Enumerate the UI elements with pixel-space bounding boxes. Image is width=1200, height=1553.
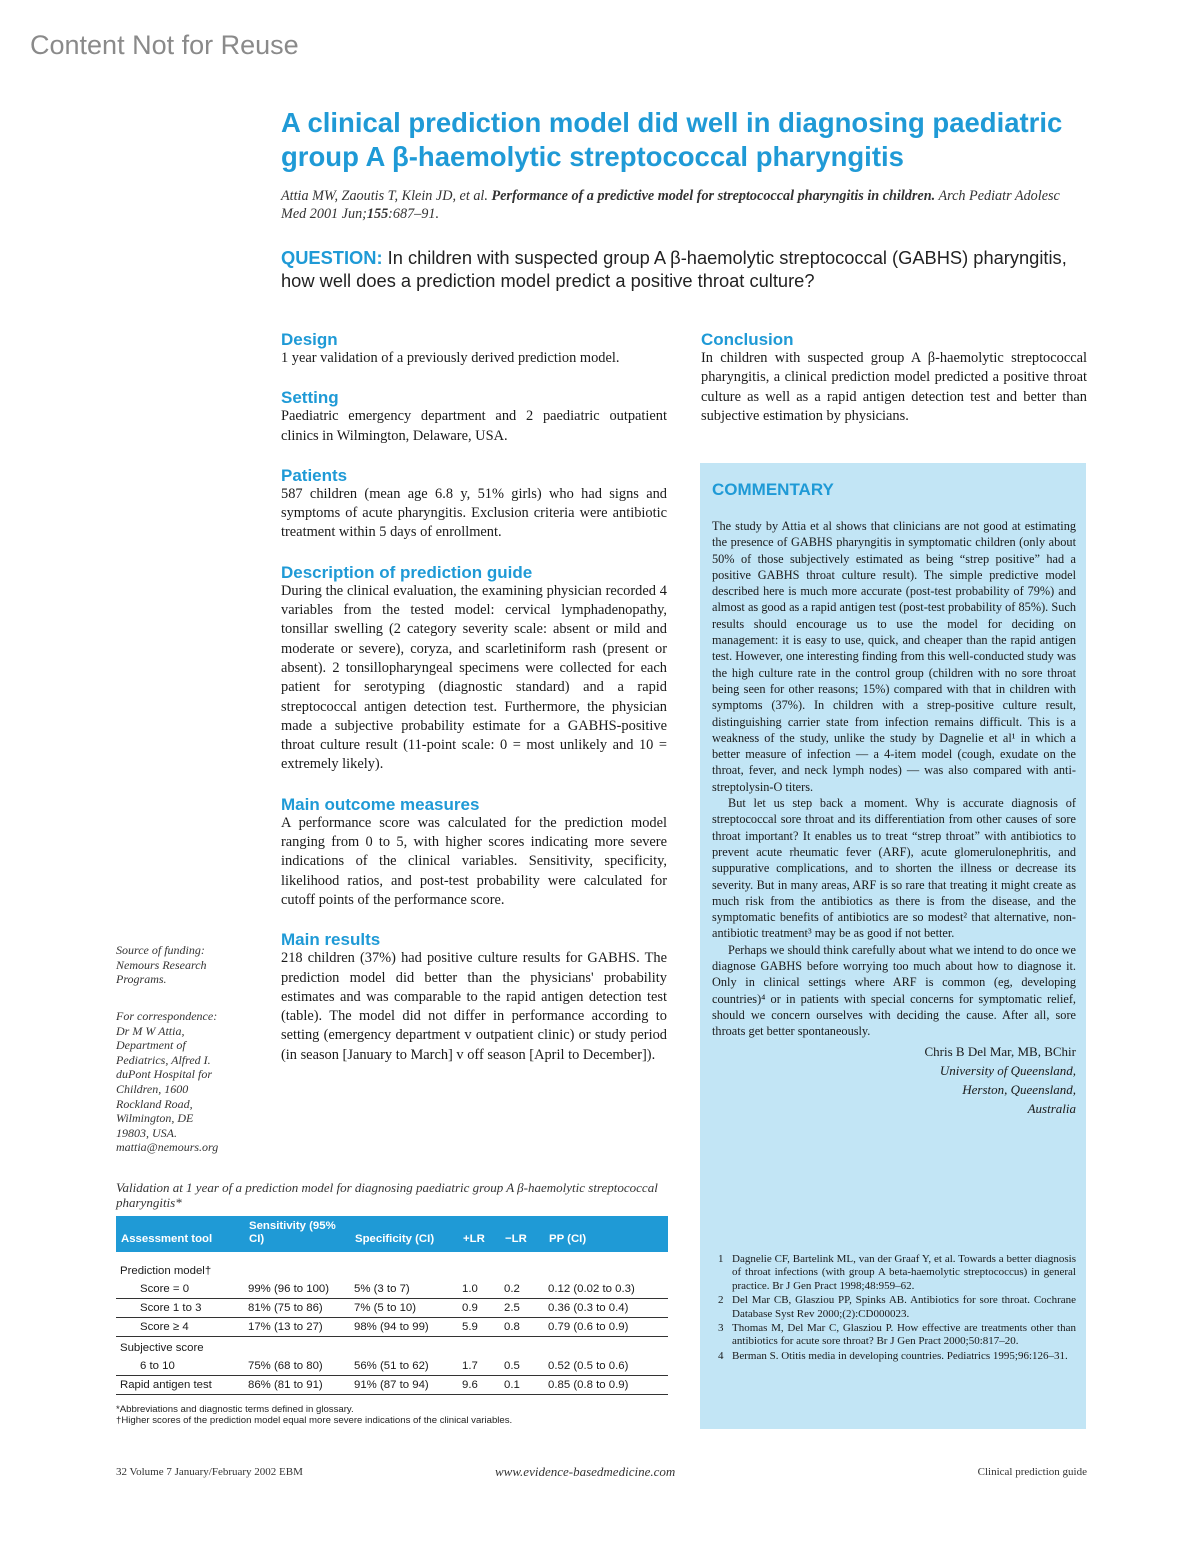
column-header: Specificity (CI) [350, 1216, 458, 1252]
correspondence-email: mattia@nemours.org [116, 1140, 219, 1155]
commentary-author-block [712, 1042, 1076, 1118]
table-cell: 17% (13 to 27) [244, 1318, 350, 1337]
table-footnote: †Higher scores of the prediction model equal more severe indications of the clinical variables. [116, 1415, 513, 1426]
correspondence-line: Department of [116, 1038, 186, 1053]
table-cell: Rapid antigen test [116, 1376, 244, 1395]
table-cell: 0.79 (0.6 to 0.9) [544, 1318, 668, 1337]
correspondence-line: For correspondence: [116, 1009, 218, 1023]
results-table [116, 1216, 668, 1395]
table-cell: 0.8 [500, 1318, 544, 1337]
commentary-affiliation: Herston, Queensland, [962, 1081, 1076, 1097]
reference-list [718, 1253, 1076, 1364]
table-row [116, 1299, 668, 1318]
commentary-box [700, 463, 1086, 1429]
table-group-row [116, 1252, 668, 1280]
table-group-row [116, 1337, 668, 1358]
column-header: Sensitivity (95% CI) [244, 1216, 350, 1252]
table-cell: 0.9 [458, 1299, 500, 1318]
table-group-label: Prediction model† [120, 1265, 212, 1277]
table-cell: 2.5 [500, 1299, 544, 1318]
footer-section-label: Clinical prediction guide [977, 1466, 1087, 1478]
correspondence-line: Dr M W Attia, [116, 1023, 185, 1038]
table-footnote: *Abbreviations and diagnostic terms defined in glossary. [116, 1404, 354, 1415]
table-cell: 98% (94 to 99) [350, 1318, 458, 1337]
table-cell: 1.7 [458, 1357, 500, 1376]
setting-heading: Setting [281, 388, 339, 408]
reference-item [718, 1322, 1076, 1349]
table-cell: 9.6 [458, 1376, 500, 1395]
citation-pages: :687–91. [388, 206, 440, 222]
citation-article-title: Performance of a predictive model for streptococcal pharyngitis in children. [491, 188, 936, 204]
table-cell: 75% (68 to 80) [244, 1357, 350, 1376]
question-text: In children with suspected group A β-haemolytic streptococcal (GABHS) pharyngitis, how well does a prediction model predict a positive throat culture? [281, 247, 1067, 291]
citation-authors: Attia MW, Zaoutis T, Klein JD, et al. [281, 188, 492, 204]
right-column [701, 330, 1087, 446]
table-row [116, 1376, 668, 1395]
table-cell: 0.85 (0.8 to 0.9) [544, 1376, 668, 1395]
reference-number: 2 [718, 1294, 724, 1307]
correspondence-line: duPont Hospital for [116, 1067, 213, 1082]
table-cell: 0.36 (0.3 to 0.4) [544, 1299, 668, 1318]
correspondence-line: Pediatrics, Alfred I. [116, 1052, 211, 1067]
correspondence-line: Wilmington, DE [116, 1111, 194, 1126]
correspondence-line: Rockland Road, [116, 1096, 193, 1111]
setting-text: Paediatric emergency department and 2 paediatric outpatient clinics in Wilmington, Delaware, USA. [281, 408, 667, 444]
commentary-body [712, 518, 1076, 1118]
design-heading: Design [281, 330, 338, 349]
table-cell: 0.5 [500, 1357, 544, 1376]
commentary-author: Chris B Del Mar, MB, BChir [924, 1043, 1076, 1059]
article-title: A clinical prediction model did well in diagnosing paediatric group A β-haemolytic streptococcal pharyngitis [281, 107, 1063, 172]
table-footnotes [116, 1404, 676, 1426]
reference-item [718, 1253, 1076, 1293]
reference-text: Del Mar CB, Glasziou PP, Spinks AB. Antibiotics for sore throat. Cochrane Database Syst Rev 2000;(2):CD000023. [732, 1294, 1076, 1320]
table-caption: Validation at 1 year of a prediction model for diagnosing paediatric group A β-haemolytic streptococcal pharyngitis* [116, 1180, 658, 1210]
table-row [116, 1318, 668, 1337]
table-cell: Score ≥ 4 [116, 1318, 244, 1337]
table-cell: 0.12 (0.02 to 0.3) [544, 1280, 668, 1299]
table-row [116, 1357, 668, 1376]
footer-page-info: 32 Volume 7 January/February 2002 EBM [116, 1466, 303, 1478]
citation [281, 187, 1081, 223]
reference-text: Dagnelie CF, Bartelink ML, van der Graaf Y, et al. Towards a better diagnosis of throat infections (with group A beta-haemolytic streptococcus) in general practice. Br J Gen Pract 1998;48:959–62. [732, 1253, 1076, 1292]
question-label: QUESTION: [281, 247, 383, 268]
reference-text: Thomas M, Del Mar C, Glasziou P. How effective are treatments other than antibiotics for acute sore throat? Br J Gen Pract 2000;50:817–20. [732, 1322, 1076, 1348]
description-heading: Description of prediction guide [281, 562, 533, 582]
table-group-label: Subjective score [120, 1342, 204, 1354]
commentary-paragraph: The study by Attia et al shows that clinicians are not good at estimating the presence of GABHS pharyngitis in symptomatic children (only about 50% of those subjectively estimated as being “strep positive” had a positive GABHS throat culture result). The simple predictive model described here is much more accurate (post-test probability of 79%) and almost as good as a rapid antigen test (post-test probability of 85%). Such results should encourage us to use the model for deciding on management: it is easy to use, quick, and cheaper than the rapid antigen test. However, one interesting finding from this well-conducted study was the high culture rate in the control group (children with no sore throat being seen for other reasons; 15%) compared with that in children with symptoms (37%). In children with a strep-positive culture result, distinguishing carrier state from infection remains difficult. This is a weakness of the study, unlike the study by Dagnelie et al¹ in which a better measure of infection — a 4-item model (cough, exudate on the throat, fever, and neck lymph nodes) — was also compared with anti-streptolysin-O titers. [712, 519, 1076, 794]
design-text: 1 year validation of a previously derived prediction model. [281, 350, 620, 366]
column-header: Assessment tool [116, 1216, 244, 1252]
table-cell: 91% (87 to 94) [350, 1376, 458, 1395]
table-cell: 86% (81 to 91) [244, 1376, 350, 1395]
correspondence-note [116, 1009, 246, 1155]
column-header: PP (CI) [544, 1216, 668, 1252]
table-header-row [116, 1216, 668, 1252]
outcomes-text: A performance score was calculated for the prediction model ranging from 0 to 5, with higher scores indicating more severe indications of the clinical variables. Sensitivity, specificity, likelihood ratios, and post-test probability were calculated for cutoff points of the performance score. [281, 814, 667, 908]
results-heading: Main results [281, 930, 381, 950]
reference-item [718, 1350, 1076, 1363]
column-header: −LR [500, 1216, 544, 1252]
table-cell: 99% (96 to 100) [244, 1280, 350, 1299]
question [281, 246, 1081, 292]
commentary-heading: COMMENTARY [712, 480, 834, 499]
conclusion-text: In children with suspected group A β-haemolytic streptococcal pharyngitis, a clinical prediction model predicted a positive throat culture as well as a rapid antigen detection test and better than subjective estimation by physicians. [701, 350, 1087, 424]
table-cell: 56% (51 to 62) [350, 1357, 458, 1376]
table-cell: 0.52 (0.5 to 0.6) [544, 1357, 668, 1376]
table-cell: 7% (5 to 10) [350, 1299, 458, 1318]
reference-text: Berman S. Otitis media in developing countries. Pediatrics 1995;96:126–31. [732, 1349, 1068, 1362]
table-row [116, 1280, 668, 1299]
table-cell: Score = 0 [116, 1280, 244, 1299]
patients-text: 587 children (mean age 6.8 y, 51% girls) who had signs and symptoms of acute pharyngitis. Exclusion criteria were antibiotic treatment within 5 days of enrollment. [281, 485, 667, 541]
table-cell: Score 1 to 3 [116, 1299, 244, 1318]
column-header: +LR [458, 1216, 500, 1252]
table-cell: 0.1 [500, 1376, 544, 1395]
description-text: During the clinical evaluation, the examining physician recorded 4 variables from the tested model: cervical lymphadenopathy, tonsillar swelling (2 category severity scale: absent or mild and moderate or severe), coryza, and scarletiniform rash (present or absent). 2 tonsillopharyngeal specimens were collected for each patient for serotyping (diagnostic standard) and a rapid streptococcal antigen detection test. Furthermore, the physician made a subjective probability estimate for a GABHS-positive throat culture result (11-point scale: 0 = most unlikely and 10 = extremely likely). [281, 582, 667, 773]
reference-number: 3 [718, 1322, 724, 1335]
table-cell: 1.0 [458, 1280, 500, 1299]
reference-item [718, 1294, 1076, 1321]
correspondence-line: 19803, USA. [116, 1125, 177, 1140]
citation-volume: 155 [366, 206, 389, 222]
table-cell: 5.9 [458, 1318, 500, 1337]
outcomes-heading: Main outcome measures [281, 794, 480, 814]
conclusion-heading: Conclusion [701, 330, 794, 349]
commentary-affiliation: Australia [1027, 1100, 1076, 1116]
patients-heading: Patients [281, 465, 348, 485]
citation-journal: Arch Pediatr Adolesc Med 2001 Jun; [281, 188, 1060, 222]
table-cell: 81% (75 to 86) [244, 1299, 350, 1318]
reference-number: 1 [718, 1253, 724, 1265]
table-cell: 0.2 [500, 1280, 544, 1299]
table-cell: 6 to 10 [116, 1357, 244, 1376]
table-cell: 5% (3 to 7) [350, 1280, 458, 1299]
left-column [281, 330, 667, 1085]
funding-note: Source of funding: Nemours Research Programs. [116, 943, 207, 987]
commentary-affiliation: University of Queensland, [939, 1062, 1076, 1078]
commentary-paragraph: Perhaps we should think carefully about what we intend to do once we diagnose GABHS before worrying too much about how to diagnose it. Only in clinical settings where ARF is common (eg, developing countries)⁴ or in patients with special concerns for symptomatic relief, should we concern ourselves with deciding the cause. After all, sore throats get better spontaneously. [712, 942, 1076, 1039]
footer-website-link[interactable]: www.evidence-basedmedicine.com [495, 1464, 676, 1479]
results-text: 218 children (37%) had positive culture results for GABHS. The prediction model did better than the physicians' probability estimates and was comparable to the rapid antigen detection test (table). The model did not differ in performance according to setting (emergency department v outpatient clinic) or study period (in season [January to March] v off season [April to December]). [281, 950, 667, 1063]
commentary-paragraph: But let us step back a moment. Why is accurate diagnosis of streptococcal sore throat and its differentiation from other causes of sore throat important? It enables us to treat “strep throat” with antibiotics to prevent acute rheumatic fever (ARF), acute glomerulonephritis, and suppurative complications, and to shorten the illness or decrease its severity. But in many areas, ARF is so rare that treating it might create as much risk from the antibiotics as there is from the disease, and the symptomatic benefits of antibiotics are so modest² that alternative, non-antibiotic treatment³ may be as good if not better. [712, 796, 1076, 941]
reference-number: 4 [718, 1349, 724, 1362]
watermark: Content Not for Reuse [30, 30, 299, 60]
correspondence-line: Children, 1600 [116, 1081, 189, 1096]
results-table-container [116, 1216, 668, 1395]
